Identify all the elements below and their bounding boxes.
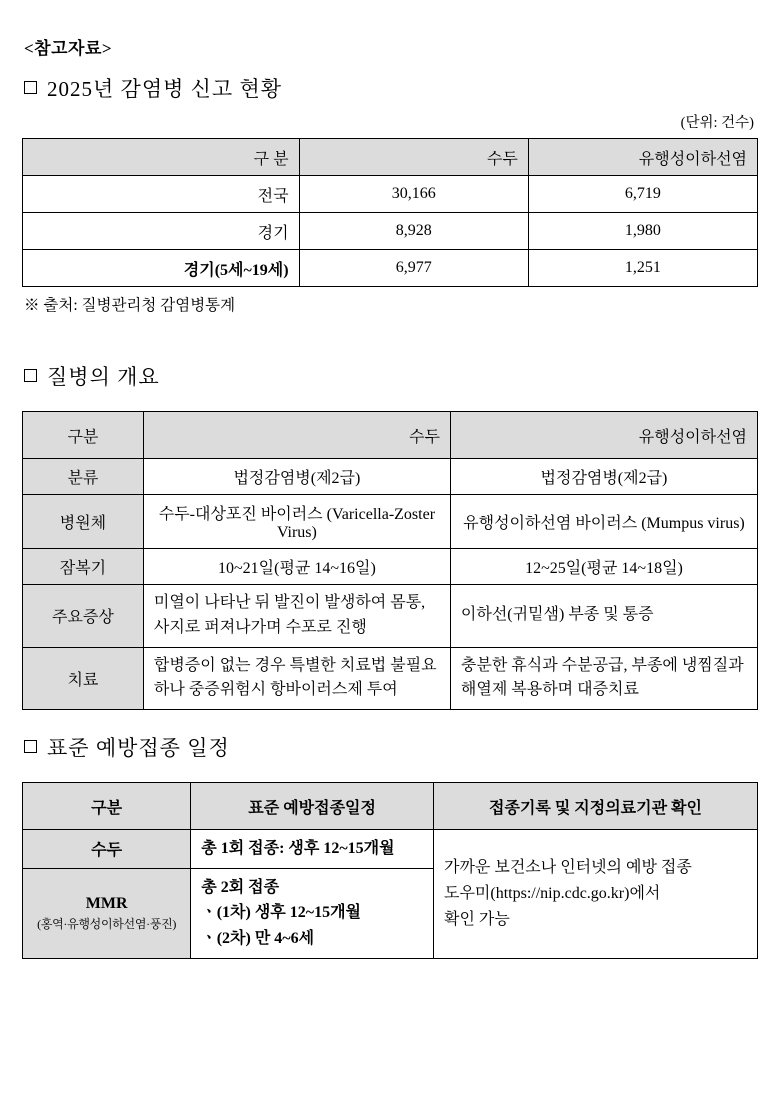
cell-classification-mumps: 법정감염병(제2급) [450,459,757,495]
checkbox-square-icon [24,369,37,382]
section-3-title-text: 표준 예방접종 일정 [47,736,230,761]
section-2-title-text: 질병의 개요 [47,365,160,389]
section-title-vaccination-schedule [24,732,758,762]
cell-pathogen-varicella [143,495,450,549]
table-row [23,495,758,549]
table-header-row [23,412,758,459]
col-header-varicella: 수두 [143,412,450,459]
table-row [23,176,758,213]
cell-gyeonggi-age-varicella: 6,977 [299,250,528,287]
section-title-reported-cases [24,73,758,103]
unit-note: (단위: 건수) [680,115,754,131]
row-label-symptoms: 주요증상 [23,585,144,648]
cell-gyeonggi-mumps: 1,980 [528,213,757,250]
table-row [23,830,758,869]
pathogen-mumps-line-1: 유행성이하선염 바이러스 [463,515,638,532]
cell-pathogen-mumps [450,495,757,549]
record-check-line-2: 도우미(https://nip.cdc.go.kr)에서 [444,885,661,903]
row-label-nationwide: 전국 [23,176,300,213]
row-label-incubation: 잠복기 [23,549,144,585]
cell-gyeonggi-age-mumps: 1,251 [528,250,757,287]
section-1-title-text: 2025년 감염병 신고 현황 [47,77,283,101]
cell-symptoms-varicella: 미열이 나타난 뒤 발진이 발생하여 몸통, 사지로 퍼져나가며 수포로 진행 [143,585,450,648]
cell-gyeonggi-varicella: 8,928 [299,213,528,250]
cell-incubation-varicella: 10~21일(평균 14~16일) [143,549,450,585]
schedule-mmr-line-2: ㆍ(1차) 생후 12~15개월 [201,904,361,922]
row-label-gyeonggi-age: 경기(5세~19세) [23,250,300,287]
cell-record-check-note [434,830,758,958]
cell-incubation-mumps: 12~25일(평균 14~18일) [450,549,757,585]
checkbox-square-icon [24,740,37,753]
row-label-mmr [23,868,191,958]
row-label-mmr-sublabel: (홍역·유행성이하선염·풍진) [37,916,177,931]
cell-symptoms-mumps: 이하선(귀밑샘) 부종 및 통증 [450,585,757,648]
col-header-mumps: 유행성이하선염 [450,412,757,459]
reported-cases-table [22,138,758,287]
row-label-varicella [23,830,191,869]
cell-classification-varicella: 법정감염병(제2급) [143,459,450,495]
col-header-category: 구분 [23,783,191,830]
cell-schedule-mmr [191,868,434,958]
col-header-mumps: 유행성이하선염 [528,139,757,176]
table-header-row [23,783,758,830]
schedule-mmr-line-3: ㆍ(2차) 만 4~6세 [201,929,315,947]
row-label-classification: 분류 [23,459,144,495]
table-row [23,647,758,710]
schedule-mmr-line-1: 총 2회 접종 [201,878,280,896]
section-title-disease-overview [24,361,758,391]
cell-schedule-varicella [191,830,434,869]
row-label-varicella-text: 수두 [91,842,123,860]
cell-nationwide-mumps: 6,719 [528,176,757,213]
row-label-mmr-text: MMR [85,894,128,912]
schedule-varicella-line-1: 총 1회 접종: 생후 12~15개월 [201,840,395,858]
col-header-record-check: 접종기록 및 지정의료기관 확인 [434,783,758,830]
row-label-gyeonggi: 경기 [23,213,300,250]
disease-overview-table [22,411,758,710]
table-row [23,549,758,585]
row-label-pathogen: 병원체 [23,495,144,549]
vaccination-schedule-table [22,782,758,958]
pathogen-varicella-line-2: (Varicella-Zoster Virus) [276,506,436,541]
col-header-category: 구분 [23,412,144,459]
col-header-category: 구 분 [23,139,300,176]
record-check-line-3: 확인 가능 [444,910,510,928]
col-header-varicella: 수두 [299,139,528,176]
source-note: ※ 출처: 질병관리청 감염병통계 [24,297,236,314]
table-row [23,459,758,495]
record-check-line-1: 가까운 보건소나 인터넷의 예방 접종 [444,859,692,877]
table-row [23,250,758,287]
row-label-treatment: 치료 [23,647,144,710]
checkbox-square-icon [24,81,37,94]
cell-treatment-varicella: 합병증이 없는 경우 특별한 치료법 불필요하나 중증위험시 항바이러스제 투여 [143,647,450,710]
pathogen-varicella-line-1: 수두-대상포진 바이러스 [158,506,323,523]
cell-treatment-mumps: 충분한 휴식과 수분공급, 부종에 냉찜질과 해열제 복용하며 대증치료 [450,647,757,710]
col-header-schedule: 표준 예방접종일정 [191,783,434,830]
table-row [23,585,758,648]
pathogen-mumps-line-2: (Mumpus virus) [641,515,745,532]
cell-nationwide-varicella: 30,166 [299,176,528,213]
reference-label: <참고자료> [24,39,113,58]
table-header-row [23,139,758,176]
table-row [23,213,758,250]
